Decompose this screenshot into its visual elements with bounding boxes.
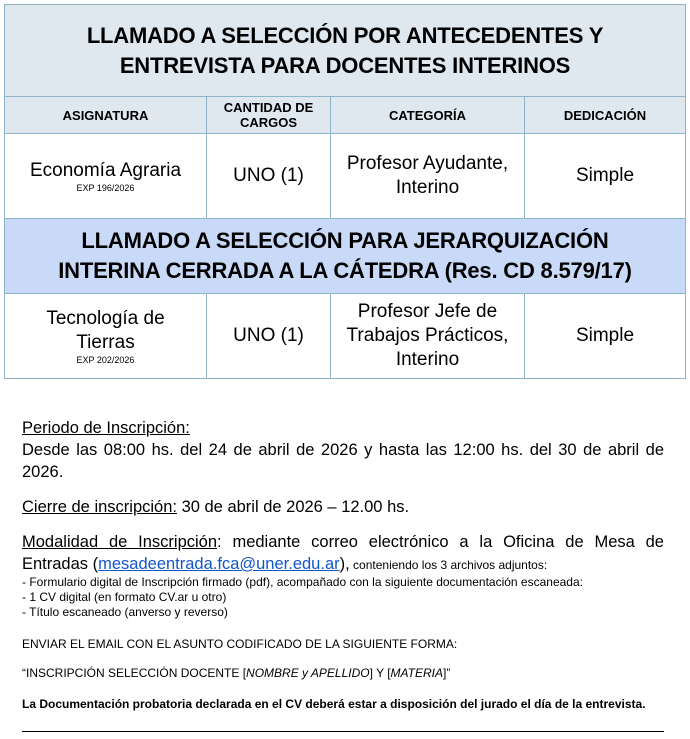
modalidad-label: Modalidad de Inscripción xyxy=(22,533,218,551)
cierre-label: Cierre de inscripción: xyxy=(22,498,177,516)
header-cantidad xyxy=(207,97,331,134)
row1-categoria-line2: Interino xyxy=(395,177,460,198)
asunto-part2: ] Y [ xyxy=(369,666,391,680)
row2-categoria-line2: Trabajos Prácticos, xyxy=(346,325,509,346)
periodo-section xyxy=(22,417,664,483)
modalidad-adjuntos: conteniendo los 3 archivos adjuntos: xyxy=(349,558,548,572)
asunto-part3: ]” xyxy=(442,666,451,680)
row2-categoria-line1: Profesor Jefe de xyxy=(357,301,498,322)
row2-expediente: EXP 202/2026 xyxy=(76,354,135,365)
header-dedicacion: DEDICACIÓN xyxy=(525,97,686,134)
row2-subject-line1: Tecnología de xyxy=(46,307,165,329)
list-item: - Título escaneado (anverso y reverso) xyxy=(22,605,228,619)
modalidad-section xyxy=(22,531,664,620)
asunto-materia: MATERIA xyxy=(390,666,443,680)
row1-subject: Economía Agraria xyxy=(29,159,182,181)
cierre-section xyxy=(22,496,664,518)
calls-table xyxy=(4,4,686,379)
row2-categoria-line3: Interino xyxy=(395,349,460,370)
call1-title-line2: ENTREVISTA PARA DOCENTES INTERINOS xyxy=(119,52,571,78)
modalidad-text-after: ), xyxy=(339,555,350,573)
row2-subject-line2: Tierras xyxy=(76,331,135,353)
call2-title-line2: INTERINA CERRADA A LA CÁTEDRA (Res. CD 8.579/17) xyxy=(58,258,632,283)
asunto-part1: “INSCRIPCIÓN SELECCIÓN DOCENTE [ xyxy=(22,666,247,680)
call1-title-row xyxy=(5,5,686,97)
table-row xyxy=(5,134,686,219)
asunto-format xyxy=(22,666,664,681)
header-cantidad-line2: CARGOS xyxy=(239,115,298,130)
row2-cantidad: UNO (1) xyxy=(207,294,331,379)
modalidad-text: : mediante correo electrónico a la Oficina de Mesa de Entradas ( xyxy=(22,533,664,573)
header-row xyxy=(5,97,686,134)
call2-title-row xyxy=(5,219,686,294)
asunto-nombre: NOMBRE y APELLIDO xyxy=(246,666,370,680)
row1-categoria-line1: Profesor Ayudante, xyxy=(346,153,509,174)
row2-asignatura xyxy=(5,294,207,379)
nota-documentacion: La Documentación probatoria declarada en el CV deberá estar a disposición del jurado el día de la entrevista. xyxy=(22,697,646,711)
enviar-instruction: ENVIAR EL EMAIL CON EL ASUNTO CODIFICADO DE LA SIGUIENTE FORMA: xyxy=(22,637,458,651)
row2-dedicacion: Simple xyxy=(525,294,686,379)
periodo-label: Periodo de Inscripción: xyxy=(22,419,190,437)
row1-expediente: EXP 196/2026 xyxy=(76,182,135,193)
header-cantidad-line1: CANTIDAD DE xyxy=(223,100,314,115)
call2-title xyxy=(5,219,686,294)
row1-categoria xyxy=(331,134,525,219)
row1-asignatura xyxy=(5,134,207,219)
list-item: - 1 CV digital (en formato CV.ar u otro) xyxy=(22,590,227,604)
row1-dedicacion: Simple xyxy=(525,134,686,219)
header-categoria: CATEGORÍA xyxy=(331,97,525,134)
table-row xyxy=(5,294,686,379)
cierre-text: 30 de abril de 2026 – 12.00 hs. xyxy=(176,498,410,516)
periodo-text: Desde las 08:00 hs. del 24 de abril de 2026 y hasta las 12:00 hs. del 30 de abril de 2026. xyxy=(22,441,664,481)
row2-categoria xyxy=(331,294,525,379)
call1-title-line1: LLAMADO A SELECCIÓN POR ANTECEDENTES Y xyxy=(86,22,604,48)
header-asignatura: ASIGNATURA xyxy=(5,97,207,134)
row1-cantidad: UNO (1) xyxy=(207,134,331,219)
call2-title-line1: LLAMADO A SELECCIÓN PARA JERARQUIZACIÓN xyxy=(81,228,609,253)
modalidad-paragraph xyxy=(22,531,664,575)
bottom-divider xyxy=(22,731,664,732)
email-link[interactable]: mesadeentrada.fca@uner.edu.ar xyxy=(98,555,340,573)
adjuntos-list xyxy=(22,575,664,620)
list-item: - Formulario digital de Inscripción firmado (pdf), acompañado con la siguiente documentación escaneada: xyxy=(22,575,583,589)
call1-title xyxy=(5,5,686,97)
